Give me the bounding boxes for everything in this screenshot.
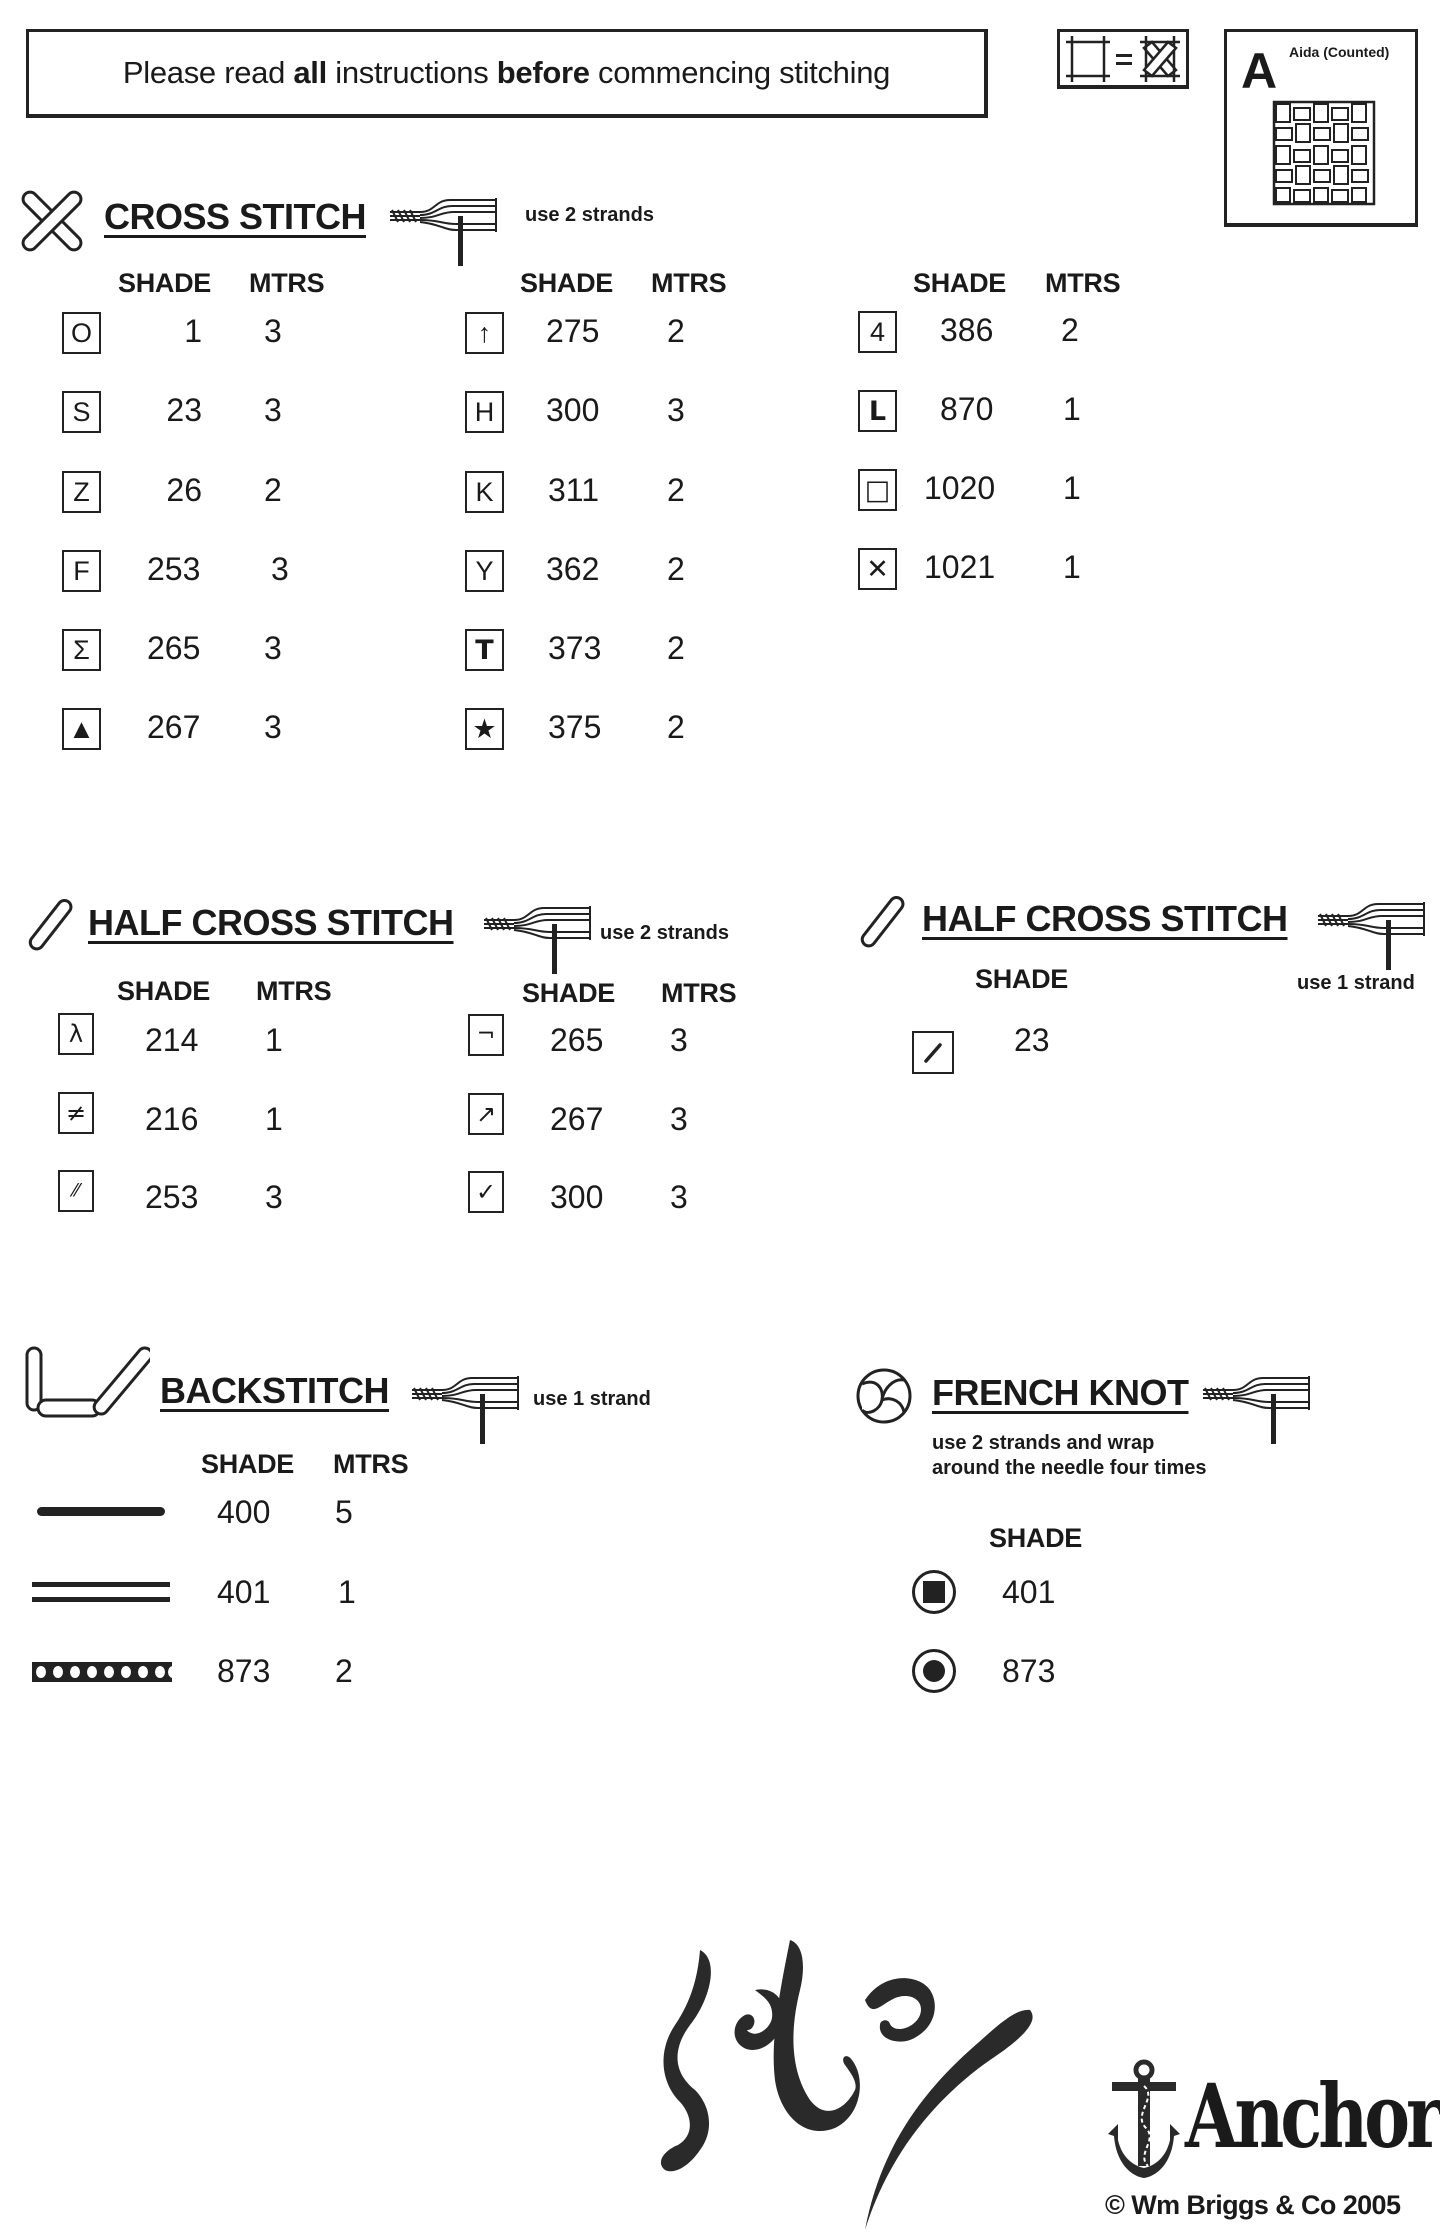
needle-thread-icon [412, 1376, 522, 1446]
mtrs-value: 1 [1063, 391, 1081, 427]
french-knot-icon [854, 1366, 914, 1426]
shade-value: 1 [184, 313, 202, 349]
symbol-sigma-icon: Σ [62, 629, 101, 671]
cross-stitch-title: CROSS STITCH [104, 196, 367, 237]
column-header-mtrs: MTRS [333, 1449, 409, 1479]
symbol-z-icon: Z [62, 471, 101, 513]
mtrs-value: 3 [264, 630, 282, 666]
shade-value: 265 [147, 630, 201, 666]
shade-value: 401 [1002, 1574, 1056, 1610]
fabric-label: Aida (Counted) [1289, 44, 1390, 60]
shade-value: 26 [166, 472, 202, 508]
shade-value: 311 [548, 472, 600, 508]
double-line-icon [32, 1582, 170, 1602]
circle-dot-icon [912, 1649, 956, 1693]
circle-square-icon [912, 1570, 956, 1614]
mtrs-value: 1 [265, 1101, 283, 1137]
shade-value: 873 [217, 1653, 271, 1689]
symbol-not-equal-icon: ≠ [58, 1092, 94, 1134]
shade-value: 300 [546, 392, 600, 428]
solo-swirl-artwork [640, 1930, 1050, 2240]
column-header-shade: SHADE [117, 976, 211, 1006]
symbol-bold-l-icon: L [858, 390, 897, 432]
mtrs-value: 1 [338, 1574, 356, 1610]
dotted-bar-line-icon [32, 1662, 172, 1682]
column-header-shade: SHADE [201, 1449, 295, 1479]
column-header-shade: SHADE [522, 978, 616, 1008]
cross-stitch-strands: use 2 strands [525, 204, 654, 226]
column-header-mtrs: MTRS [661, 978, 737, 1008]
solid-thick-line-icon [37, 1507, 165, 1516]
shade-value: 253 [147, 551, 201, 587]
symbol-s-icon: S [62, 391, 101, 433]
shade-value: 1021 [924, 549, 996, 585]
symbol-diagonal-arrow-icon: ↗ [468, 1093, 504, 1135]
symbol-triangle-icon: ▲ [62, 708, 101, 750]
symbol-up-arrow-icon: ↑ [465, 312, 504, 354]
mtrs-value: 3 [271, 551, 289, 587]
symbol-h-icon: H [465, 391, 504, 433]
shade-value: 23 [1014, 1022, 1050, 1058]
mtrs-value: 3 [264, 313, 282, 349]
symbol-x-icon: ✕ [858, 548, 897, 590]
symbol-f-icon: F [62, 550, 101, 592]
cross-stitch-icon [20, 190, 84, 252]
shade-value: 267 [147, 709, 201, 745]
mtrs-value: 3 [264, 709, 282, 745]
symbol-check-icon: ✓ [468, 1171, 504, 1213]
shade-value: 275 [546, 313, 600, 349]
mtrs-value: 2 [667, 630, 685, 666]
one-square-equals-one-cross-icon [1057, 29, 1189, 89]
backstitch-strands: use 1 strand [533, 1388, 651, 1410]
shade-value: 870 [940, 391, 994, 427]
mtrs-value: 2 [667, 709, 685, 745]
symbol-o-icon: O [62, 312, 101, 354]
shade-value: 300 [550, 1179, 604, 1215]
half-cross-stitch-title: HALF CROSS STITCH [922, 898, 1288, 939]
mtrs-value: 2 [1061, 312, 1079, 348]
instruction-banner [26, 29, 988, 118]
mtrs-value: 3 [670, 1022, 688, 1058]
mtrs-value: 3 [264, 392, 282, 428]
half-cross-stitch-icon [858, 895, 908, 949]
shade-value: 267 [550, 1101, 604, 1137]
half-cross-stitch-icon [26, 898, 76, 952]
shade-value: 401 [217, 1574, 271, 1610]
symbol-square-icon: □ [858, 469, 897, 511]
symbol-slash-icon [912, 1031, 954, 1074]
mtrs-value: 1 [1063, 549, 1081, 585]
backstitch-title: BACKSTITCH [160, 1370, 389, 1411]
needle-thread-icon [1203, 1376, 1313, 1446]
column-header-shade: SHADE [118, 268, 212, 298]
aida-weave-icon [1272, 100, 1376, 206]
shade-value: 362 [546, 551, 600, 587]
mtrs-value: 1 [1063, 470, 1081, 506]
symbol-double-slash-icon: ⁄⁄ [58, 1170, 94, 1212]
shade-value: 253 [145, 1179, 199, 1215]
column-header-mtrs: MTRS [256, 976, 332, 1006]
french-knot-note-line2: around the needle four times [932, 1457, 1207, 1479]
mtrs-value: 5 [335, 1494, 353, 1530]
mtrs-value: 2 [667, 551, 685, 587]
mtrs-value: 3 [670, 1101, 688, 1137]
backstitch-icon [24, 1344, 150, 1424]
mtrs-value: 1 [265, 1022, 283, 1058]
column-header-shade: SHADE [989, 1523, 1083, 1553]
symbol-k-icon: K [465, 471, 504, 513]
fabric-info-box [1224, 29, 1418, 227]
brand-name: Anchor [1185, 2064, 1439, 2168]
shade-value: 375 [548, 709, 602, 745]
column-header-shade: SHADE [913, 268, 1007, 298]
mtrs-value: 2 [264, 472, 282, 508]
shade-value: 386 [940, 312, 994, 348]
copyright-text: © Wm Briggs & Co 2005 [1105, 2190, 1401, 2220]
french-knot-title: FRENCH KNOT [932, 1372, 1189, 1413]
half-cross-stitch-title: HALF CROSS STITCH [88, 902, 454, 943]
needle-thread-icon [1318, 902, 1428, 972]
half-cross-strands: use 1 strand [1297, 972, 1415, 994]
shade-value: 214 [145, 1022, 199, 1058]
shade-value: 23 [166, 392, 202, 428]
symbol-lambda-icon: λ [58, 1013, 94, 1055]
mtrs-value: 3 [265, 1179, 283, 1215]
mtrs-value: 2 [335, 1653, 353, 1689]
column-header-mtrs: MTRS [1045, 268, 1121, 298]
instruction-text: Please read all instructions before commencing stitching [122, 55, 891, 90]
mtrs-value: 3 [667, 392, 685, 428]
column-header-mtrs: MTRS [249, 268, 325, 298]
needle-thread-icon [484, 906, 594, 976]
shade-value: 873 [1002, 1653, 1056, 1689]
symbol-corner-icon: ¬ [468, 1014, 504, 1056]
fabric-letter: A [1241, 43, 1278, 99]
mtrs-value: 2 [667, 472, 685, 508]
symbol-star-icon: ★ [465, 708, 504, 750]
shade-value: 265 [550, 1022, 604, 1058]
column-header-mtrs: MTRS [651, 268, 727, 298]
half-cross-strands: use 2 strands [600, 922, 729, 944]
column-header-shade: SHADE [520, 268, 614, 298]
symbol-4-icon: 4 [858, 311, 897, 353]
column-header-shade: SHADE [975, 964, 1069, 994]
shade-value: 400 [217, 1494, 271, 1530]
mtrs-value: 2 [667, 313, 685, 349]
shade-value: 216 [145, 1101, 199, 1137]
anchor-logo-icon [1104, 2058, 1184, 2180]
shade-value: 1020 [924, 470, 996, 506]
shade-value: 373 [548, 630, 602, 666]
symbol-bold-t-icon: T [465, 629, 504, 671]
french-knot-note-line1: use 2 strands and wrap [932, 1432, 1155, 1454]
symbol-y-icon: Y [465, 550, 504, 592]
mtrs-value: 3 [670, 1179, 688, 1215]
needle-thread-icon [390, 198, 500, 268]
